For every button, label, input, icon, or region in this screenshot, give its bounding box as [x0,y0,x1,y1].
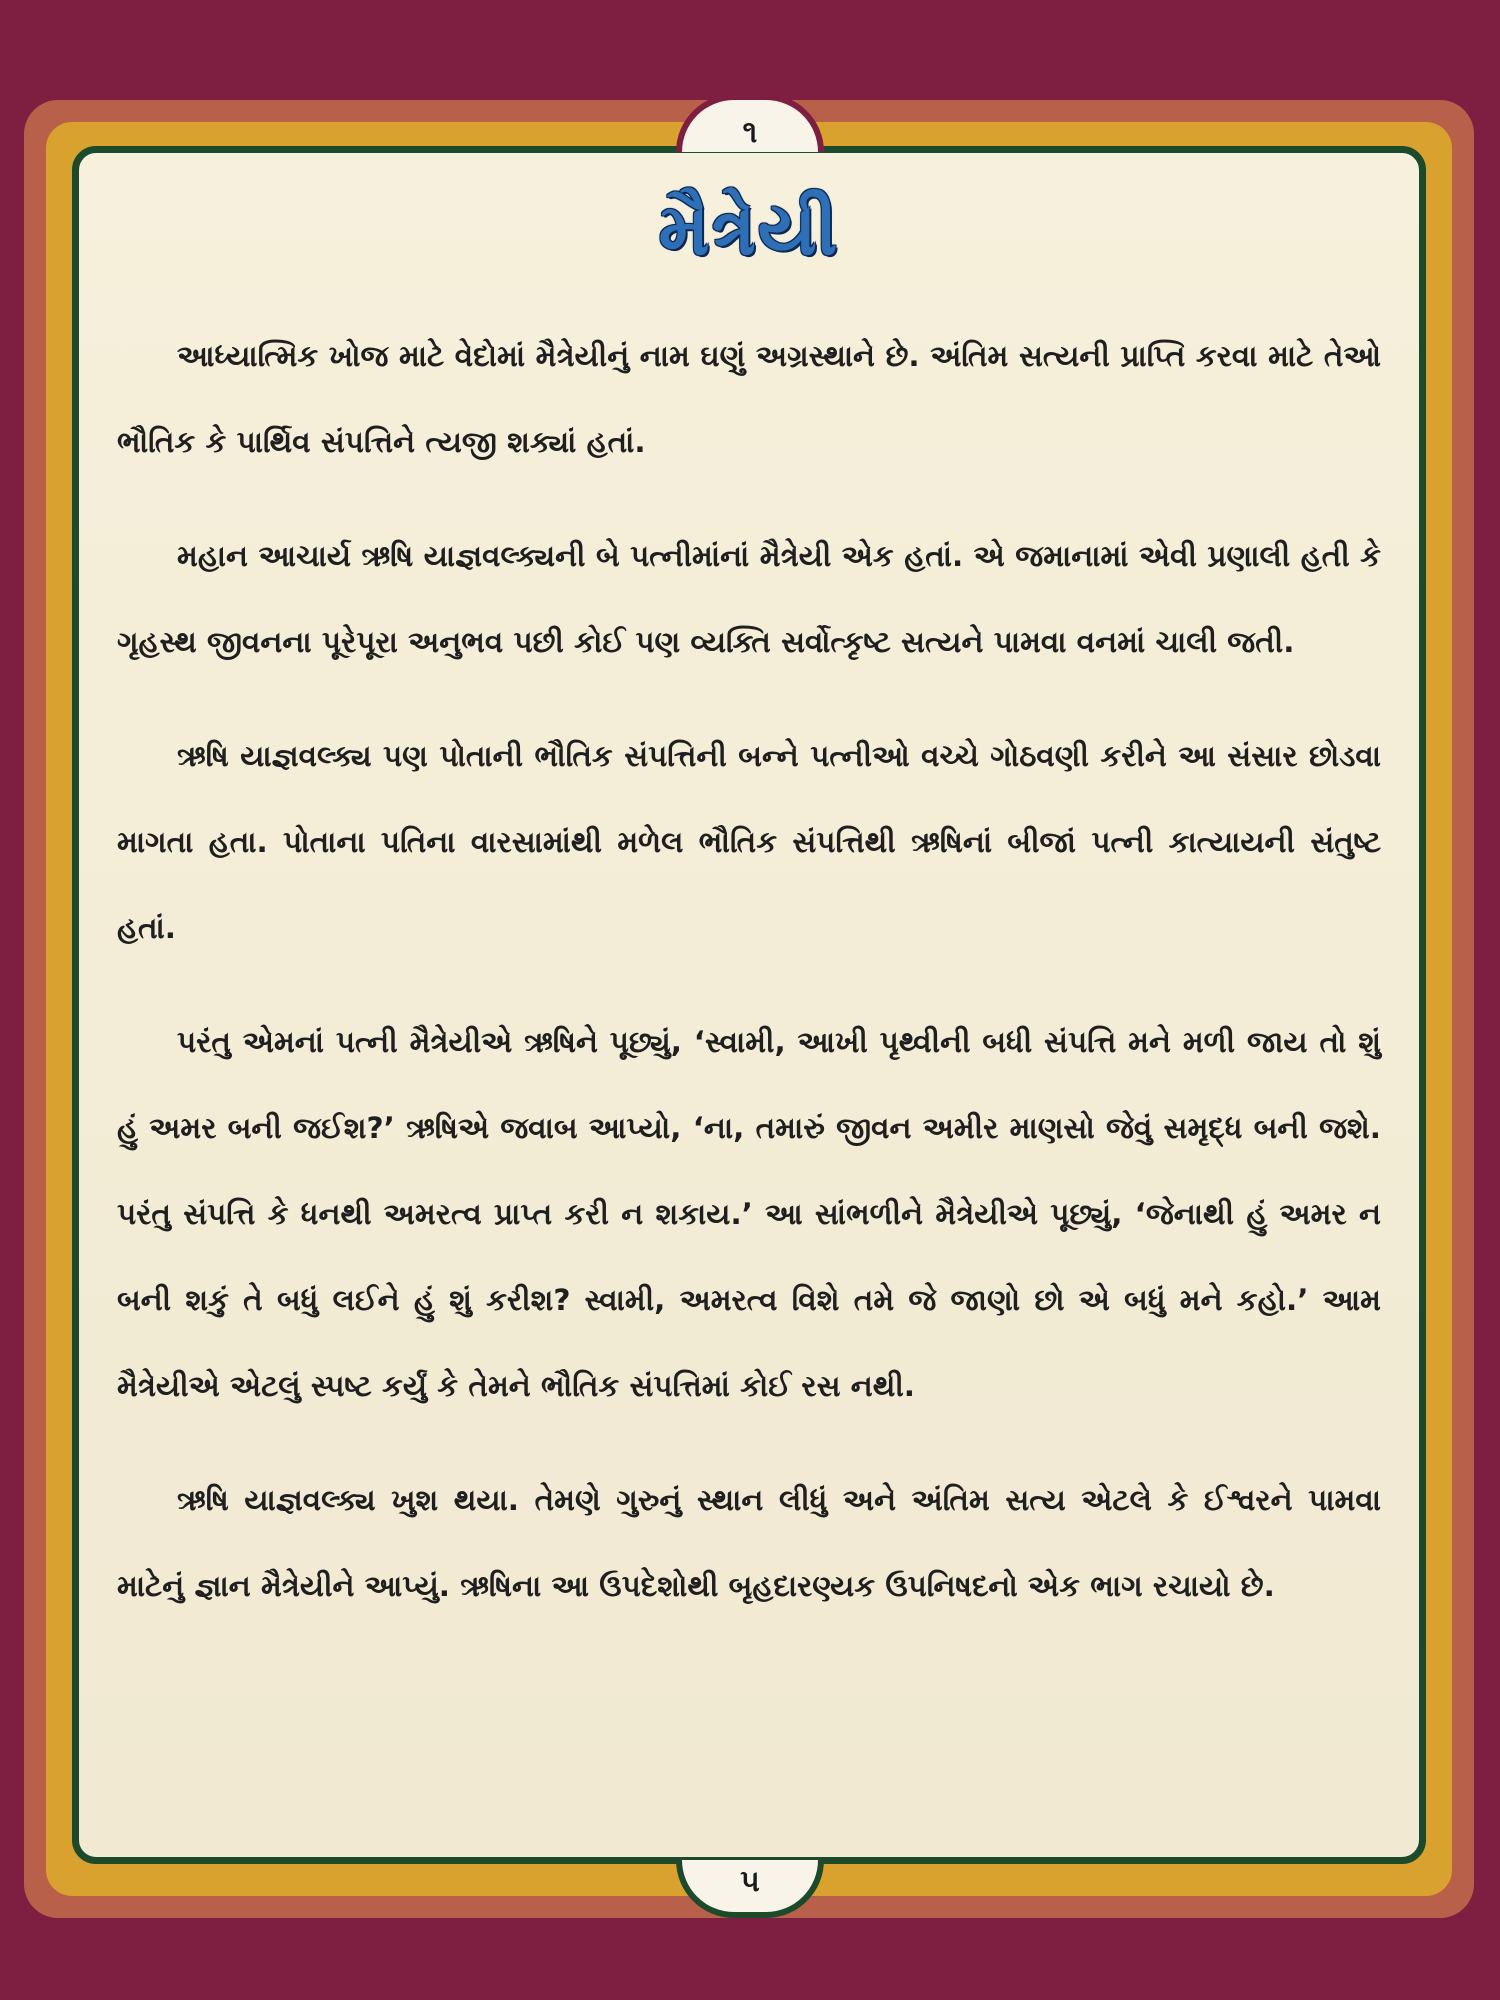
content-panel [72,146,1426,1864]
paragraph-5: ઋષિ યાજ્ઞવલ્ક્ય ખુશ થયા. તેમણે ગુરુનું સ્થાન લીધું અને અંતિમ સત્ય એટલે કે ઈશ્વરને પામવા માટેનું જ્ઞાન મૈત્રેયીને આપ્યું. ઋષિના આ ઉપદેશોથી બૃહદારણ્યક ઉપનિષદનો એક ભાગ રચાયો છે. [117,1483,1381,1603]
paragraph-3: ઋષિ યાજ્ઞવલ્ક્ય પણ પોતાની ભૌતિક સંપત્તિની બન્ને પત્નીઓ વચ્ચે ગોઠવણી કરીને આ સંસાર છોડવા માગતા હતા. પોતાના પતિના વારસામાંથી મળેલ ભૌતિક સંપત્તિથી ઋષિનાં બીજાં પત્ની કાત્યાયની સંતુષ્ટ હતાં. [117,739,1381,945]
page-number: ૫ [740,1863,760,1899]
chapter-number: ૧ [742,114,758,150]
paragraph-2: મહાન આચાર્ય ઋષિ યાજ્ઞવલ્ક્યની બે પત્નીમાંનાં મૈત્રેયી એક હતાં. એ જમાનામાં એવી પ્રણાલી હતી કે ગૃહસ્થ જીવનના પૂરેપૂરા અનુભવ પછી કોઈ પણ વ્યક્તિ સર્વોત્કૃષ્ટ સત્યને પામવા વનમાં ચાલી જતી. [117,539,1381,659]
page-title: મૈત્રેયી [658,187,840,271]
paragraph-1: આધ્યાત્મિક ખોજ માટે વેદોમાં મૈત્રેયીનું નામ ઘણું અગ્રસ્થાને છે. અંતિમ સત્યની પ્રાપ્તિ કરવા માટે તેઓ ભૌતિક કે પાર્થિવ સંપત્તિને ત્યજી શક્યાં હતાં. [117,339,1381,459]
paragraph-4: પરંતુ એમનાં પત્ની મૈત્રેયીએ ઋષિને પૂછ્યું, ‘સ્વામી, આખી પૃથ્વીની બધી સંપત્તિ મને મળી જાય તો શું હું અમર બની જઈશ?’ ઋષિએ જવાબ આપ્યો, ‘ના, તમારું જીવન અમીર માણસો જેવું સમૃદ્ધ બની જશે. પરંતુ સંપત્તિ કે ધનથી અમરત્વ પ્રાપ્ત કરી ન શકાય.’ આ સાંભળીને મૈત્રેયીએ પૂછ્યું, ‘જેનાથી હું અમર ન બની શકું તે બધું લઈને હું શું કરીશ? સ્વામી, અમરત્વ વિશે તમે જે જાણો છો એ બધું મને કહો.’ આમ મૈત્રેયીએ એટલું સ્પષ્ટ કર્યું કે તેમને ભૌતિક સંપત્તિમાં કોઈ રસ નથી. [117,1025,1381,1403]
body-text [117,313,1381,1657]
